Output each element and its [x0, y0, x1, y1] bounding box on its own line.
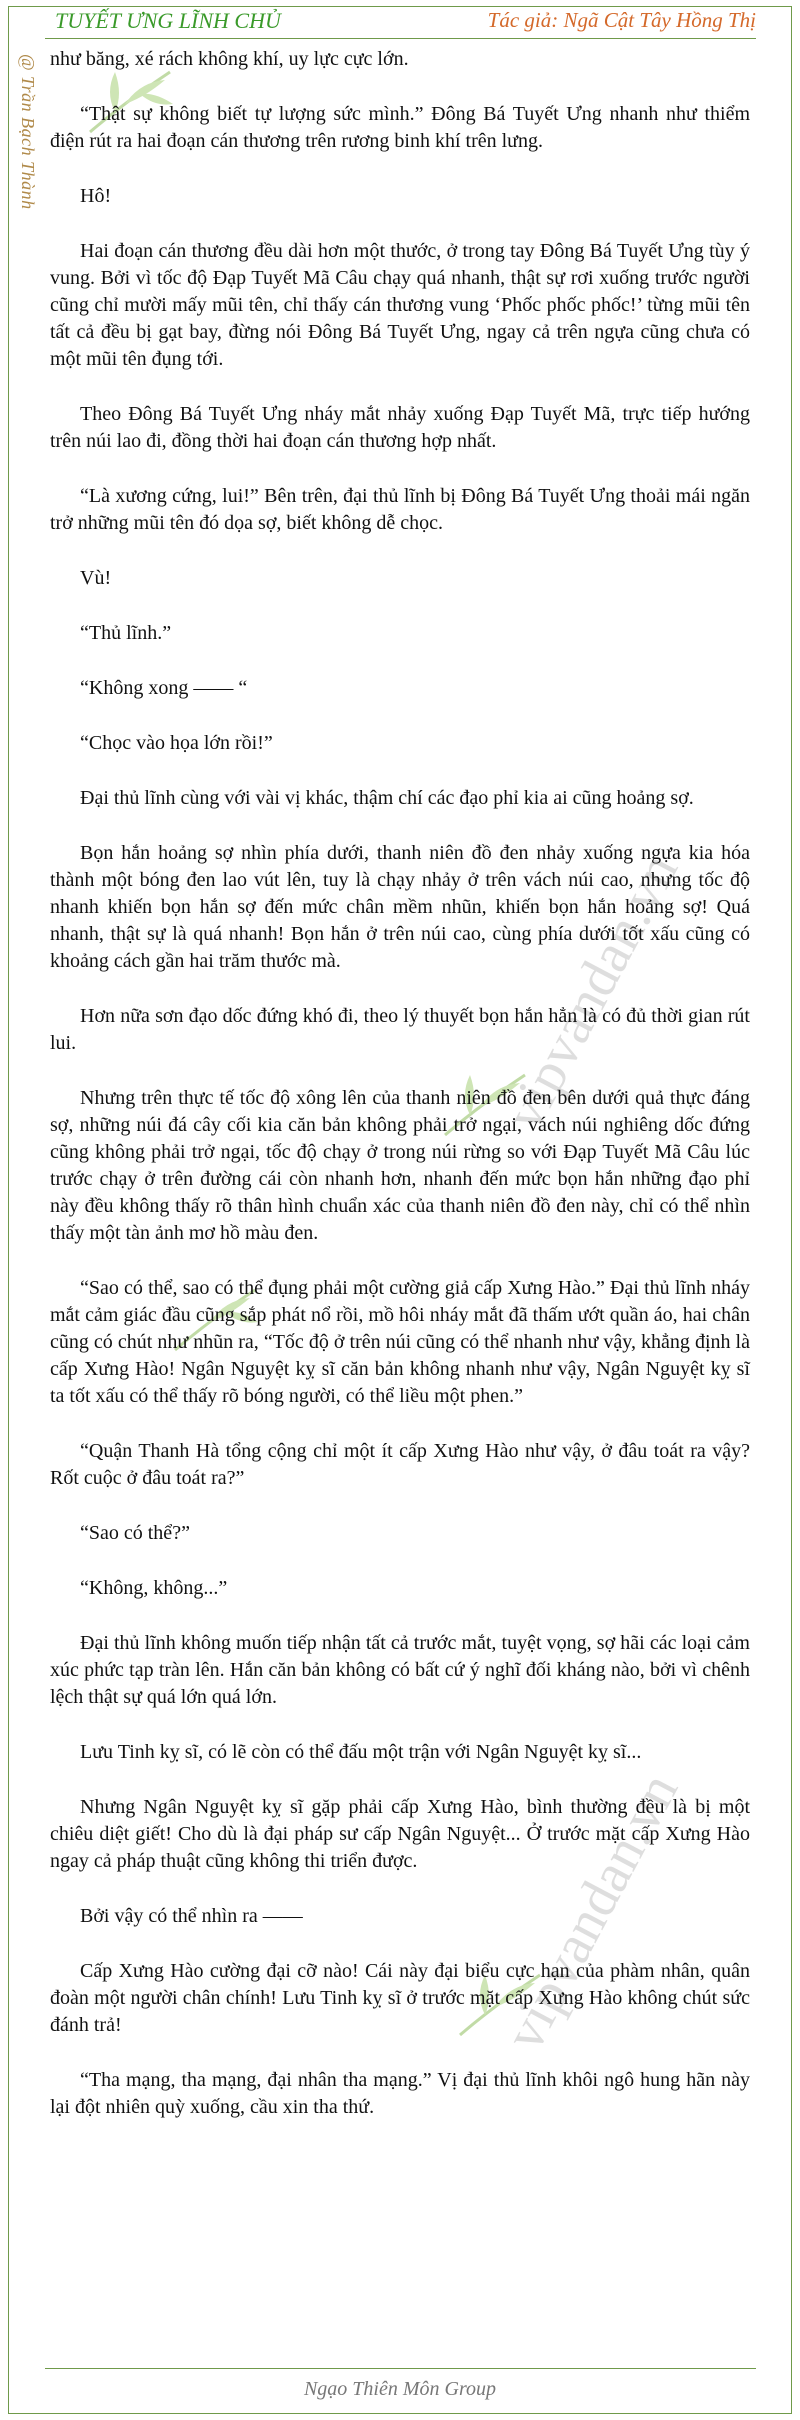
paragraph: Hơn nữa sơn đạo dốc đứng khó đi, theo lý thuyết bọn hắn hẳn là có đủ thời gian rút lui.: [50, 1005, 750, 1054]
paragraph: “Sao có thể, sao có thể đụng phải một cường giả cấp Xưng Hào.” Đại thủ lĩnh nháy mắt cảm giác đầu cũng sắp phát nổ rồi, mồ hôi nháy mắt đã thấm ướt quần áo, hai chân cũng có chút như nhũn ra, “Tốc độ ở trên núi cũng có thể nhanh như vậy, khẳng định là cấp Xưng Hào! Ngân Nguyệt kỵ sĩ căn bản không nhanh như vậy, Ngân Nguyệt kỵ sĩ ta tốt xấu có thể thấy rõ bóng người, có thể liều một phen.”: [50, 1277, 750, 1407]
author-credit: Tác giả: Ngã Cật Tây Hồng Thị: [487, 8, 756, 32]
paragraph: “Không, không...”: [80, 1577, 228, 1599]
paragraph: Lưu Tinh kỵ sĩ, có lẽ còn có thể đấu một trận với Ngân Nguyệt kỵ sĩ...: [80, 1741, 642, 1763]
paragraph: Đại thủ lĩnh cùng với vài vị khác, thậm chí các đạo phỉ kia ai cũng hoảng sợ.: [80, 787, 694, 809]
paragraph: “Quận Thanh Hà tổng cộng chỉ một ít cấp Xưng Hào như vậy, ở đâu toát ra vậy? Rốt cuộc ở đâu toát ra?”: [50, 1440, 750, 1489]
book-title: TUYẾT ƯNG LĨNH CHỦ: [55, 8, 281, 33]
paragraph: “Không xong —— “: [80, 677, 248, 699]
paragraph: “Tha mạng, tha mạng, đại nhân tha mạng.” Vị đại thủ lĩnh khôi ngô hung hãn này lại đột nhiên quỳ xuống, cầu xin tha thứ.: [50, 2069, 750, 2118]
paragraph: Bọn hắn hoảng sợ nhìn phía dưới, thanh niên đồ đen nhảy xuống ngựa kia hóa thành một bóng đen lao vút lên, tuy là chạy nhảy ở trên vách núi cao, nhưng tốc độ nhanh khiến bọn hắn sợ đến mức chân mềm nhũn, khiến bọn hắn hoảng sợ! Quá nhanh, thật sự là quá nhanh! Bọn hắn ở trên núi cao, cùng phía dưới tốt xấu cũng có khoảng cách gần hai trăm thước mà.: [50, 842, 750, 972]
translator-credit: @ Trần Bạch Thành: [18, 54, 38, 210]
paragraph: Đại thủ lĩnh không muốn tiếp nhận tất cả trước mắt, tuyệt vọng, sợ hãi các loại cảm xúc phức tạp tràn lên. Hắn căn bản không có bất cứ ý nghĩ đối kháng nào, bởi vì chênh lệch thật sự quá lớn quá lớn.: [50, 1632, 750, 1708]
group-credit: Ngạo Thiên Môn Group: [303, 2378, 497, 2400]
paragraph: Cấp Xưng Hào cường đại cỡ nào! Cái này đại biểu cực hạn của phàm nhân, quân đoàn một người chân chính! Lưu Tinh kỵ sĩ ở trước mặt cấp Xưng Hào không chút sức đánh trả!: [50, 1960, 750, 2036]
paragraph: “Thật sự không biết tự lượng sức mình.” Đông Bá Tuyết Ưng nhanh như thiểm điện rút ra hai đoạn cán thương trên rương binh khí trên lưng.: [50, 103, 750, 152]
footer-divider: [45, 2368, 756, 2369]
paragraph: Theo Đông Bá Tuyết Ưng nháy mắt nhảy xuống Đạp Tuyết Mã, trực tiếp hướng trên núi lao đi, đồng thời hai đoạn cán thương hợp nhất.: [50, 403, 750, 452]
paragraph: “Sao có thể?”: [80, 1522, 190, 1544]
paragraph: Hô!: [80, 185, 112, 207]
watermark-text: vipvandan.vn: [493, 843, 691, 1141]
chapter-body: [50, 46, 750, 2149]
header-divider: [45, 38, 756, 39]
paragraph: “Chọc vào họa lớn rồi!”: [80, 732, 273, 754]
paragraph: “Thủ lĩnh.”: [80, 622, 172, 644]
paragraph: như băng, xé rách không khí, uy lực cực lớn.: [50, 48, 409, 70]
paragraph: Nhưng trên thực tế tốc độ xông lên của thanh niên đồ đen bên dưới quả thực đáng sợ, những núi đá cây cối kia căn bản không phải trở ngại, vách núi nghiêng dốc đứng cũng không phải trở ngại, tốc độ chạy ở trong núi rừng so với Đạp Tuyết Mã Câu lúc trước chạy ở trên đường cái còn nhanh hơn, nhanh đến mức bọn hắn những đạo phỉ này đều không thấy rõ thân hình chuẩn xác của thanh niên đồ đen này, chỉ có thể nhìn thấy một tàn ảnh mơ hồ màu đen.: [50, 1087, 750, 1244]
paragraph: “Là xương cứng, lui!” Bên trên, đại thủ lĩnh bị Đông Bá Tuyết Ưng thoải mái ngăn trở những mũi tên đó dọa sợ, biết không dễ chọc.: [50, 485, 750, 534]
paragraph: Vù!: [80, 567, 112, 589]
paragraph: Hai đoạn cán thương đều dài hơn một thước, ở trong tay Đông Bá Tuyết Ưng tùy ý vung. Bởi vì tốc độ Đạp Tuyết Mã Câu chạy quá nhanh, thật sự rơi xuống trước người cũng chỉ mười mấy mũi tên, chỉ thấy cán thương vung ‘Phốc phốc phốc!’ từng mũi tên tất cả đều bị gạt bay, đừng nói Đông Bá Tuyết Ưng, ngay cả trên ngựa cũng chưa có một mũi tên đụng tới.: [50, 240, 750, 370]
paragraph: Nhưng Ngân Nguyệt kỵ sĩ gặp phải cấp Xưng Hào, bình thường đều là bị một chiêu diệt giết! Cho dù là đại pháp sư cấp Ngân Nguyệt... Ở trước mặt cấp Xưng Hào ngay cả pháp thuật cũng không thi triển được.: [50, 1796, 750, 1872]
watermark-text: vipvandan.vn: [493, 1763, 691, 2061]
paragraph: Bởi vậy có thể nhìn ra ——: [80, 1905, 303, 1927]
